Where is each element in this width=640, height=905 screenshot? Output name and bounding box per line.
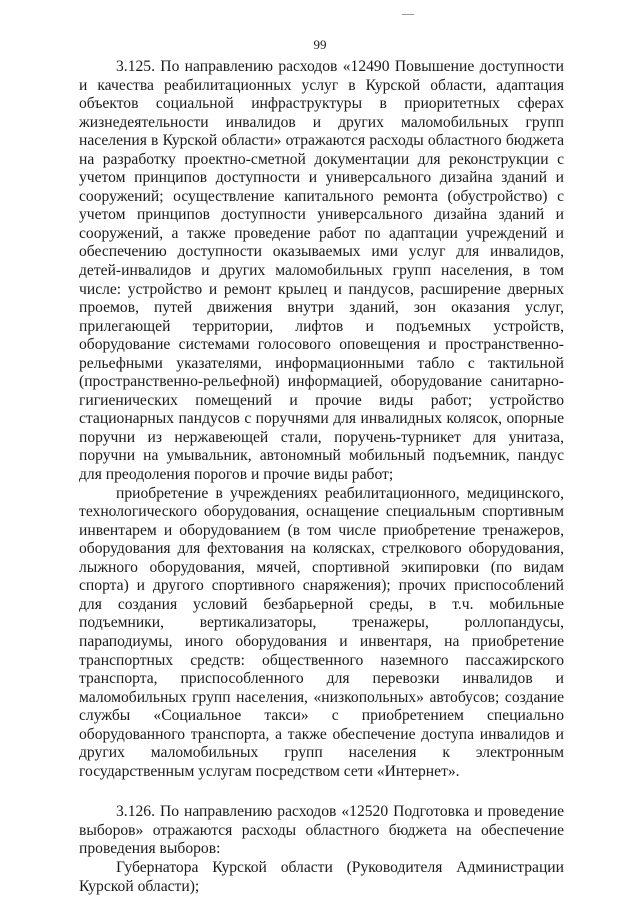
paragraph-3-126: 3.126. По направлению расходов «12520 Подготовка и проведение выборов» отражаются расходы областного бюджета на обеспечение проведения выборов: <box>79 803 564 858</box>
paragraph-governor-elections: Губернатора Курской области (Руководителя Администрации Курской области); <box>79 858 564 895</box>
page-number: 99 <box>313 37 327 52</box>
scan-artifact-mark <box>402 14 414 15</box>
document-body <box>79 58 564 896</box>
paragraph-equipment-purchase: приобретение в учреждениях реабилитационного, медицинского, технологического оборудования, оснащение специальным спортивным инвентарем и оборудованием (в том числе приобретение тренажеров, оборудования для фехтования на колясках, стрелкового оборудования, лыжного оборудования, мячей, спортивной экипировки (по видам спорта) и другого спортивного снаряжения); прочих приспособлений для создания условий безбарьерной среды, в т.ч. мобильные подъемники, вертикализаторы, тренажеры, роллопандусы, параподиумы, иного оборудования и инвентаря, на приобретение транспортных средств: общественного наземного пассажирского транспорта, приспособленного для перевозки инвалидов и маломобильных групп населения, «низкопольных» автобусов; создание службы «Социальное такси» с приобретением специально оборудованного транспорта, а также обеспечение доступа инвалидов и других маломобильных групп населения к электронным государственным услугам посредством сети «Интернет». <box>79 484 564 780</box>
paragraph-3-125: 3.125. По направлению расходов «12490 Повышение доступности и качества реабилитационных услуг в Курской области, адаптация объектов социальной инфраструктуры в приоритетных сферах жизнедеятельности инвалидов и других маломобильных групп населения в Курской области» отражаются расходы областного бюджета на разработку проектно-сметной документации для реконструкции с учетом принципов доступности и универсального дизайна зданий и сооружений; осуществление капитального ремонта (обустройство) с учетом принципов доступности универсального дизайна зданий и сооружений, а также проведение работ по адаптации учреждений и обеспечению доступности оказываемых ими услуг для инвалидов, детей-инвалидов и других маломобильных групп населения, в том числе: устройство и ремонт крылец и пандусов, расширение дверных проемов, путей движения внутри зданий, зон оказания услуг, прилегающей территории, лифтов и подъемных устройств, оборудование системами голосового оповещения и пространственно-рельефными указателями, информационными табло с тактильной (пространственно-рельефной) информацией, оборудование санитарно-гигиенических помещений и прочие виды работ; устройство стационарных пандусов с поручнями для инвалидных колясок, опорные поручни из нержавеющей стали, поручень-турникет для унитаза, поручни на умывальник, автономный мобильный подъемник, пандус для преодоления порогов и прочие виды работ; <box>79 58 564 484</box>
